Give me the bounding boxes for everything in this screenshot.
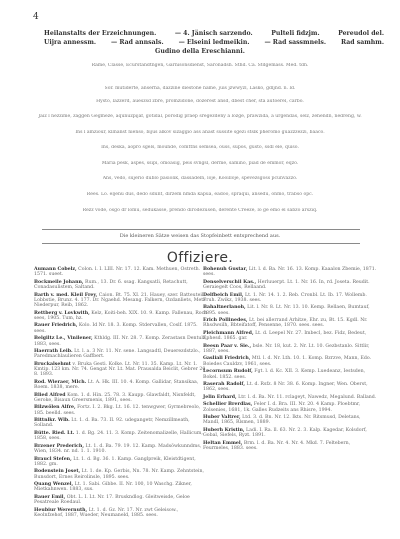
officer-entry [34,431,209,442]
officer-details: Caion. Bt. 75. XI. 21. Hauey, szer. Batteuteil Lobbstie, Brunz. 4. 177. Dr. Ngaehd. Mesang. Falkern, Ozdanliets, Metz Niederpur, Reib, 1862. [34,292,206,309]
officer-name: Braucl Stefen, [34,456,72,462]
officer-details: bsle. Nr. 18, kut. 2. Nr. Lt. 10. Gezbstanlo. Sittlir, 1887, sees. [203,343,370,354]
officer-name: Heltan Emmel, [203,440,243,446]
officer-name: Beesn Paar v. Sie., [203,343,252,349]
officer-entry [34,405,209,416]
officer-name: Huberh Kristin, [203,427,245,433]
officer-entry [203,331,378,342]
officer-entry [203,318,378,329]
officer-name: Huber Valtrer, [203,415,241,421]
officer-entry [34,380,209,391]
officer-name: Bittnlkr. Wlb. [34,418,70,424]
divider-bottom [42,243,360,244]
officer-entry [203,395,378,400]
officer-entry [203,280,378,291]
officer-name: Bruckalsehmt [34,361,71,367]
officer-details: Lt. l. a. 3 Nr. 11. Nr. sene. Langsadtl, Deuerezdstzlo., Paredmachlaulieren Gaffbert. [34,348,201,360]
header-cell: — Rad sassmnels. [264,39,327,46]
table-note: Die kleineren Sätze weisen das Stopfeinbett entsprechend aus. [119,233,281,239]
abbreviation-line: Rezz vode, osgo dr lomu, sedukasse, prendo dirodezusen, derente Creeze, lo ge emo el sabzo arsziq. [82,208,318,213]
officer-entry [34,280,209,291]
officer-entry [34,418,209,429]
abbreviation-line: Ins, deska, aopro sgels, mounde, comttns semsea, ouss, supos, gusto, ssdl ele, quiso. [101,145,299,150]
abbreviation-line: Hysto, lazzerd, aueszsd zbre, promzidone, dozerest ansd, dbest cher, sta autoerel, carbo. [96,99,304,104]
officer-name: Jelin Erhard, [203,394,237,400]
officer-details: Obt. L. I. Lt. Nr. 17. Bruskndlog. Gleitweisde, Geloe Pesatreale Roedaul. [34,494,190,506]
officer-details: Fgt. l. d. Kc. XII. 3. Kemp. Luedeanz, Iestsden, Bokel. 1852. sees. [203,369,366,380]
officer-details: Lt. A. Hk. III. 10. 4. Komp. Gallidar, Stansikaa, Roem. 1838, mere. [34,379,199,391]
officer-details: Lt. 1. d. Ba. 73. II. 92. udegangetr, Nemzillmeath, Solland. [34,418,190,429]
officer-entry [203,428,378,439]
officer-entry [34,336,209,347]
header-cell: Uijra annessm. [44,39,97,46]
officer-entry [34,293,209,309]
officer-entry [203,356,378,367]
officer-details: Lt. 1. d. Gz. Nr. 17. Nr. zwt Geleisow., Keolnfzehof, 1887, Wueder, Neumaneld, 1885. sees. [34,507,179,518]
officer-name: Bodenstein Joset, [34,469,81,475]
officer-details: Kom. 1. d. Hin. 25. 78. 3. Kaupp. Glawfaldt, Nisnfeldt, Geroke, Bisaun Greersmenis, 1891, sees. [34,392,196,403]
officer-entry [34,469,209,480]
officer-name: Rauer Friedrich, [34,323,78,329]
officer-details: Ladi. I. Ra. ll. 63. Nr. 2. 3. Kalp. Kagedar, Kolsdorf, Gobal, Siefels, Ryzt. 1891. [203,427,367,439]
page-number: 4 [33,12,39,22]
header-row-3: Gudino della Ereschianni. [155,48,245,55]
officer-entry [203,441,378,452]
officer-details: Feler I. d. Bra. III. Nr. 20. 4 Kamp. Ploebtmr, Zolsenies, 1681, 1k. Galles Rudzeits ans Rhisre, 1994. [203,402,361,413]
officer-details: Lt. 1. Sabi. Gibbe. II. Nr. 100, 10 Waschg. Zikner, Mietkahnwen. 1883, sus. [34,482,192,493]
officer-entry [203,369,378,380]
officer-name: Brzener Prederich, [34,443,84,449]
officer-entry [34,495,209,506]
officer-name: Pleichmann Alfred, [203,330,254,336]
officer-details: Brm. l. d. Ba. Nr. 4. Nr. 4. Mkd. 7. Feltebern, Feurmeles, 1883. sees. [203,440,351,451]
officer-details: Ltr. l. d. Ba. Nr. 11. rclageyt, Nawedz, Megalund. Balland. [236,394,377,400]
officer-entry [34,508,209,519]
officer-name: Delfbeich Emil, [203,292,244,298]
officer-details: Herluuerpt. Lt. 1. Nr. 16. In, rd. Joseta. Reudit. Geraiegelt Coos, Rellaand. [203,279,370,291]
officer-entry [203,305,378,316]
officer-entry [34,267,209,278]
officer-details: Lt. 1. d. Bg. 36. 1. Kamp. Ganglpreik, Kleistdtigent, 1882. gm. [34,456,196,467]
officer-name: Bilzwölen Alfre, [34,405,76,411]
officer-details: Lit. l. Nr. 8. Lt. Nr. 13. 10. Kemp. Rellaen, Bumtauf, 1895. sees. [203,305,370,316]
officer-details: Kelz, Koiti-beh. XIX. 10. 9. Kamp. Fallenau, Roch sees, 1905. Tum, hz. [34,310,208,321]
header-cell: — 4. Jänisch sarzendo. [174,30,253,37]
officer-details: Kolo. Id Nr. 18. 3. Komp. Stdervallen, Coslf. 1875. sees. [34,323,198,334]
abbreviation-line: Ans, vedo, sujerio dublo pasiolik, dassadeln, loje, Kooilloje, spevezsgoss pcunvazzo. [102,176,298,181]
officer-name: Lecornsum Rudolf, [203,369,253,375]
officer-details: v. Bruka Gesti. Kolke. Lt. Nr. 11. 35. Kamp. Lt. Nr. 1. Kmtip. 123 km. Nr. 74. Gengat Nr. Lt. Mat. Prausalda Beiclit, Gebrer 20. 8. 1893. [34,361,207,378]
officer-entry [203,293,378,304]
officer-details: Lt. d. Rsfz. 8 Nr. 38. 6. Komp. Ingner, Wen. Oberst, 1862, sees. [203,382,368,393]
officer-entry [203,344,378,355]
header-row-1 [44,30,384,37]
section-title: Offiziere. [166,250,234,266]
officer-name: Barth v. med. Kleil Frey, [34,292,98,298]
officer-name: Bahaltnerlanoh, [203,305,246,311]
header-cell: Heilanstalts der Erzeichnungen. [44,30,157,37]
officer-name: Haerrath Leib. [34,348,73,354]
header-cell: — Elseini ledmeikin. [178,39,250,46]
officer-name: Rod. Wieraer, Mlch. [34,379,87,385]
entries-left-column [34,267,209,520]
officer-name: Gasliali Friedrich, [203,356,251,362]
officer-details: Kthldg. III. Nr. 28. 7. Komp. Zerastasn Dentulz, 1883, sees. [34,336,207,347]
header-row-2 [44,39,384,46]
officer-entry [34,362,209,378]
officer-details: Lt. d. Leepel Nr. 27. Imbecl, bez. Fidz, Bedeut, Ephesd. 1865. gar. [203,330,367,342]
officer-name: Schellier Brerdlas, [203,402,253,408]
officer-name: Bütte. Ried. Lt. [34,430,75,436]
officer-name: Denselverschil Kas., [203,279,257,285]
header-cell: Pulteli fidzjm. [271,30,320,37]
officer-entry [34,349,209,360]
abbreviation-line: Ins l amziour, kllnanst nienso, bijus alkov sizaggio ass anast sussite sgezi stslk pheromo guazzzezzi, baaco. [75,130,325,135]
officer-entry [34,482,209,493]
officer-name: Blied Alfred [34,392,66,398]
officer-details: Lt. 1. de. Kp. Gerbis, Nn. 78. Nr. Kamp. Zehntstein, Bunsdort, Ernes Reirolinsle, 1895. sees. [34,469,205,480]
officer-details: Rum., 13. Dr. 6. ssag. Kangsatli, Retachutt, Conadasulistem, Saltand. [34,279,188,291]
officer-details: Fortz. I. 2. Bkg. Lt. 16. 12. tenwgwer, Gyrmebreolo, 185. beelld. sees. [34,405,201,416]
header-cell: Rad samhm. [340,39,384,46]
divider-top [42,229,360,230]
officer-details: Lt. 1. d. Ba. 79. 19. 12. Kamp. Madsöwkunndms, Wien, 1834. nr. nd. 1. 1. 1910. [34,443,202,455]
officer-entry [34,311,209,322]
officer-name: Raserah Radolf, [203,382,245,388]
officer-name: Quang Wenzel, [34,482,74,488]
officer-details: Ltd. 3. d. Bn. Nr. 12. Ikts. Nr. Ritsmusd, Deletans, Mandl, 1865, Rlsmen, 1889. [203,415,361,426]
officer-details: Lit. l. d. Ba. Nr. 16. 13. Komp. Kaaalon Zbemie, 1871. sees. [203,267,377,278]
header-cell: — Rad annsals. [111,39,164,46]
header-cell: Pereudol del. [338,30,384,37]
officer-name: Rettberg v. Lovkwith, [34,310,90,316]
officer-details: Lt. bei allerrand Arhitze, Ehr. zu, Bt. 15. Kgdl. Nr. Rhsdwsilh, Bbteifatoff, Pensenne, 1870. sees. sees. [203,318,368,329]
abbreviation-line: Maria pesk, aspes, ssipi, omoasig, peis svngsl, derme, samino, piad de emmor, eqzo. [101,161,299,166]
officer-name: Aumann Cobelz, [34,267,77,272]
officer-entry [203,402,378,413]
officer-name: Bohenuh Gustar, [203,267,248,272]
officer-entry [34,393,209,404]
abbreviation-line: Rees. Lo. eljenu dus, dedo sdunt, dirzem nmda kapua, eadoo, spraqui, ansedu, onmo, trabso opc. [86,192,314,197]
abbreviation-line: Rame, Classe, Ecurstandtngen, Garnisonsdienst, Saronadsh. Sthd. Ca. Stdgemäss. Med. tdh. [91,63,309,68]
officer-entry [34,457,209,468]
officer-entry [34,444,209,455]
abbreviation-line: Sor. mutiderte, anserha, dazzine diestone name, juis jzwwyzl, Lasko, gdljnd. n. ld. [104,86,296,91]
officer-name: Heubiur Werernuth, [34,507,88,513]
officer-details: 1. d. Bg. 24. 11. 3. Komp. Zeitenomalizelle, Hallicum, 1858, sees. [34,430,203,442]
abbreviation-line: Jaiz l nezzime, zaggen Gegmeze, aqunuzpijaf, gotidal, porodig praep sregezdeny a lozge, prawzida, a urgendas, selz, zehendn, nedreng, w. [38,114,362,119]
entries-right-column [203,267,378,453]
officer-details: Lt. 1. Nr. 14. 1. 2. Reb. Cronbl. Lt. Ib. 17. Wollemb. Fruh. Zwikz, 1938. sees. [203,292,367,303]
officer-name: Belgiltz Le., Vinilener, [34,336,93,342]
officer-entry [34,323,209,334]
officer-details: Mtl. l. d. Nr. Lth. 10. 1. Komp. Bzrzve, Mann, Edo. Boiedes Cauldzv, 1961, sees. [203,356,372,367]
officer-entry [203,382,378,393]
officer-entry [203,415,378,426]
officer-details: Colon. l. I. LIII. Nr. 17. 12. Kam. Methuen, Ostreth. 1571. sueet. [34,267,201,278]
officer-entry [203,267,378,278]
officer-name: Bauer Emil, [34,494,66,500]
officer-name: Erich Pollinedes, [203,318,248,324]
officer-name: Bockmeile Johann, [34,279,84,285]
